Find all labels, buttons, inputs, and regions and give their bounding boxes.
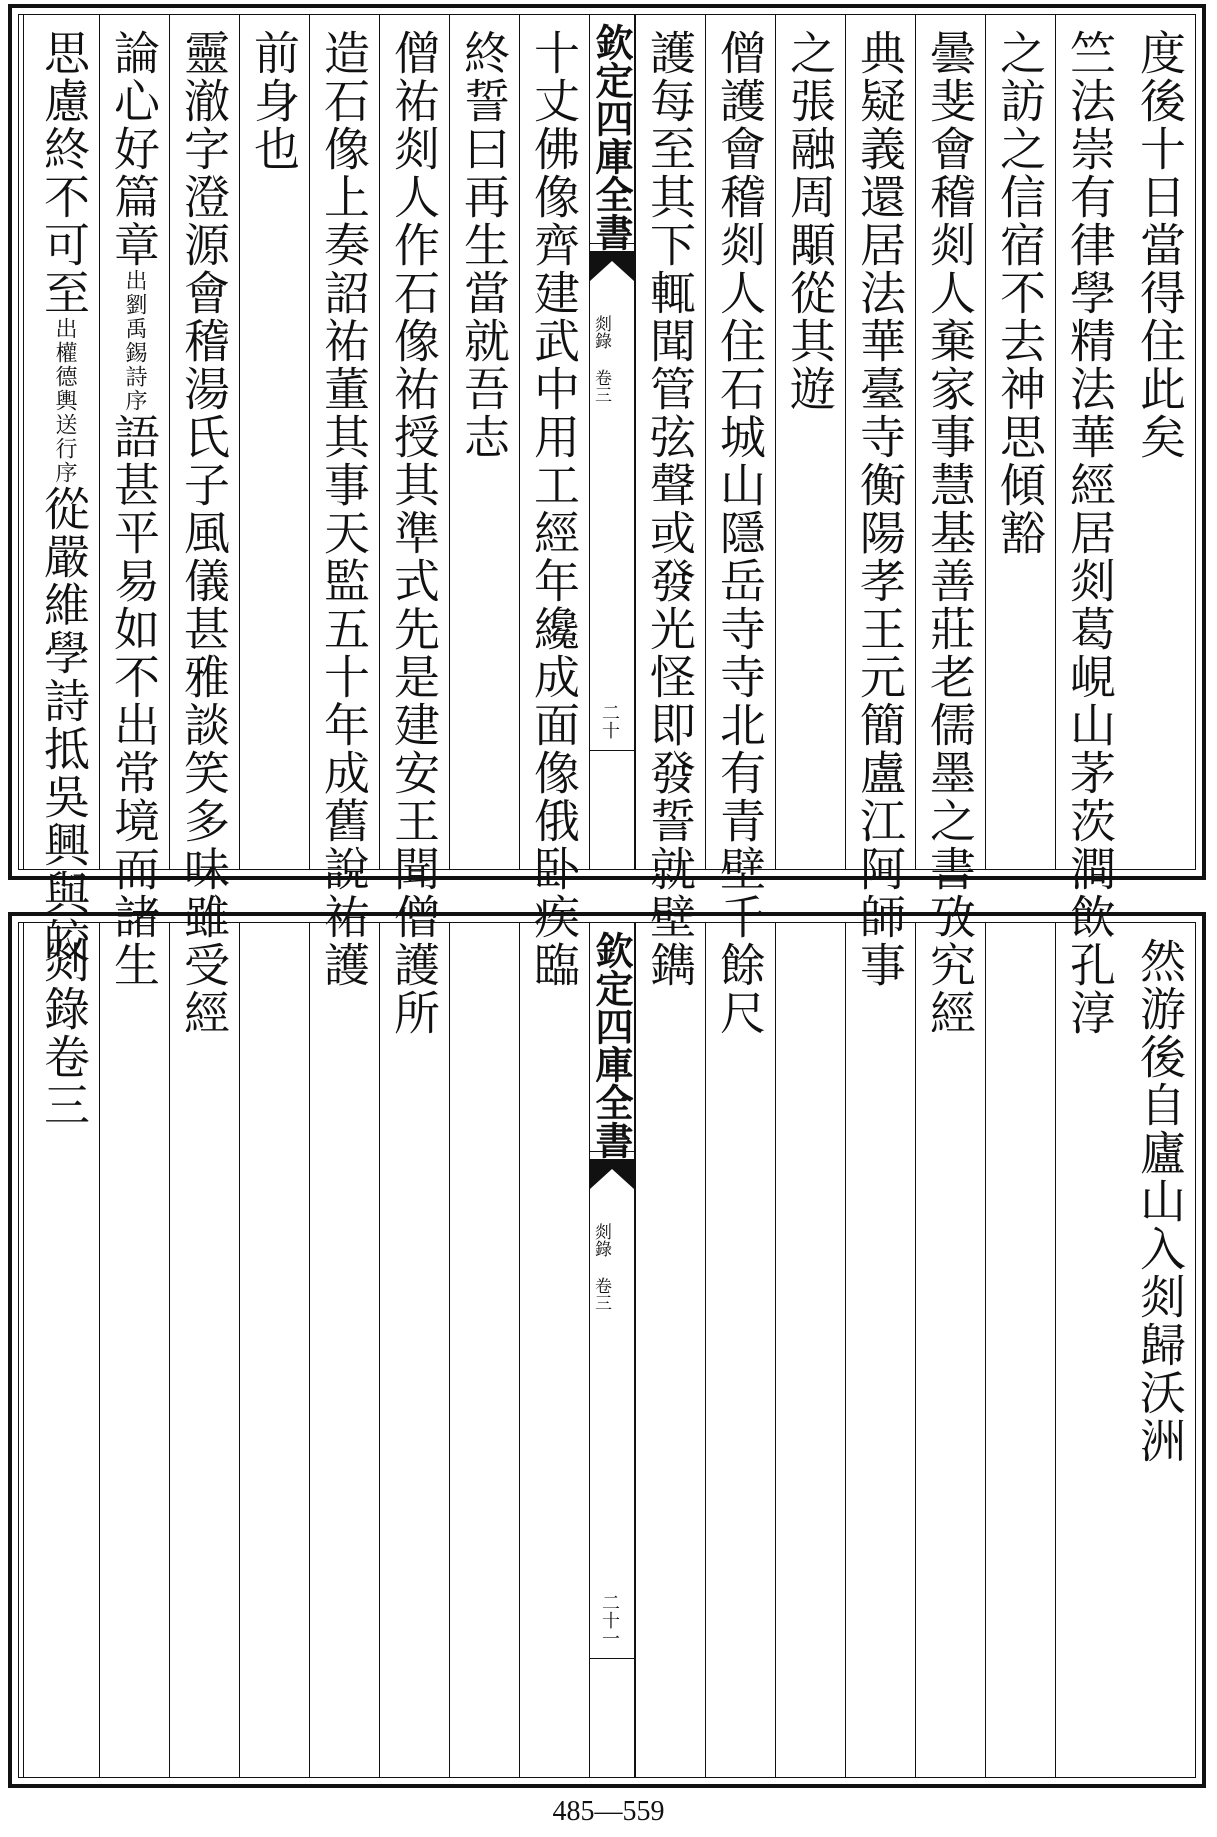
document-page-lower	[8, 912, 1206, 1788]
column-text: 前身也	[247, 29, 301, 173]
volume-label: 卷三	[591, 369, 611, 403]
leaf-number: 二十一	[599, 1593, 620, 1647]
column-text: 十丈佛像齊建武中用工經年纔成面像俄卧疾臨	[527, 29, 581, 989]
inline-note: 出權德輿送行序	[52, 317, 77, 485]
text-column	[1125, 923, 1195, 1777]
column-text: 僧護會稽剡人住石城山隱岳寺寺北有青壁千餘尺	[713, 29, 767, 1037]
text-column	[309, 923, 379, 1777]
text-column	[985, 15, 1055, 869]
column-text: 然游後自廬山入剡歸沃洲	[1133, 937, 1187, 1465]
column-text	[24, 29, 99, 965]
column-text: 典疑義還居法華臺寺衡陽孝王元簡盧江阿師事	[853, 29, 907, 989]
center-subtitle	[592, 315, 610, 403]
page-frame	[18, 14, 1196, 1037]
column-text: 曇斐會稽剡人棄家事慧基善莊老儒墨之書攷究經	[923, 29, 977, 1037]
text-column	[23, 15, 99, 965]
center-fold	[589, 15, 635, 869]
text-column	[239, 15, 309, 869]
text-column	[1055, 923, 1125, 1777]
text-column	[845, 923, 915, 1777]
column-text: 度後十日當得住此矣	[1133, 29, 1187, 461]
column-text: 竺法崇有律學精法華經居剡葛峴山茅茨澗飲孔淳	[1063, 29, 1117, 1037]
text-column	[705, 923, 775, 1777]
column-text: 剡錄卷三	[37, 937, 91, 1129]
text-column	[775, 15, 845, 869]
text-column	[449, 15, 519, 869]
text-column	[519, 15, 589, 989]
text-column	[99, 15, 169, 989]
text-column	[169, 923, 239, 1777]
text-column	[99, 923, 169, 1777]
document-page-upper	[8, 4, 1206, 1037]
text-column	[379, 923, 449, 1777]
book-title: 剡錄	[591, 315, 611, 349]
text-column	[635, 15, 705, 989]
text-column	[1125, 15, 1195, 869]
text-column	[449, 923, 519, 1777]
page-number: 485—559	[552, 1796, 665, 1827]
column-main-text: 語甚平易如不出常境而諸生	[107, 413, 161, 989]
text-column	[915, 923, 985, 1777]
text-column	[635, 923, 705, 1777]
text-column	[915, 15, 985, 1037]
book-title: 剡錄	[591, 1223, 611, 1257]
column-text: 護每至其下輒聞管弦聲或發光怪即發誓就壁鐫	[643, 29, 697, 989]
text-column	[379, 15, 449, 1037]
leaf-number: 二十	[599, 703, 620, 739]
column-text: 靈澈字澄源會稽湯氏子風儀甚雅談笑多味雖受經	[177, 29, 231, 1037]
page-frame	[18, 922, 1196, 1778]
column-main-text: 論心好篇章	[107, 29, 161, 269]
text-column	[23, 923, 99, 1777]
column-text: 之張融周顒從其遊	[783, 29, 837, 413]
center-fold	[589, 923, 635, 1777]
text-column	[239, 923, 309, 1777]
column-text: 僧祐剡人作石像祐授其準式先是建安王聞僧護所	[387, 29, 441, 1037]
text-column	[705, 15, 775, 1037]
text-column	[775, 923, 845, 1777]
column-text	[100, 29, 169, 989]
text-column	[519, 923, 589, 1777]
center-title: 欽定四庫全書	[589, 931, 634, 1159]
fishtail-mark-icon	[590, 251, 634, 285]
text-column	[309, 15, 379, 989]
column-text: 之訪之信宿不去神思傾豁	[993, 29, 1047, 557]
text-column	[845, 15, 915, 989]
column-main-text: 思慮終不可至	[37, 29, 91, 317]
center-title: 欽定四庫全書	[589, 23, 634, 251]
volume-label: 卷三	[591, 1277, 611, 1311]
text-column	[1055, 15, 1125, 1037]
column-text: 終誓曰再生當就吾志	[457, 29, 511, 461]
text-column	[985, 923, 1055, 1777]
text-column	[169, 15, 239, 1037]
inline-note: 出劉禹錫詩序	[122, 269, 147, 413]
column-main-text: 從嚴維學詩抵吳興與皎	[37, 485, 91, 965]
column-text: 造石像上奏詔祐董其事天監五十年成舊說祐護	[317, 29, 371, 989]
center-subtitle	[592, 1223, 610, 1311]
fishtail-mark-icon	[590, 1159, 634, 1193]
